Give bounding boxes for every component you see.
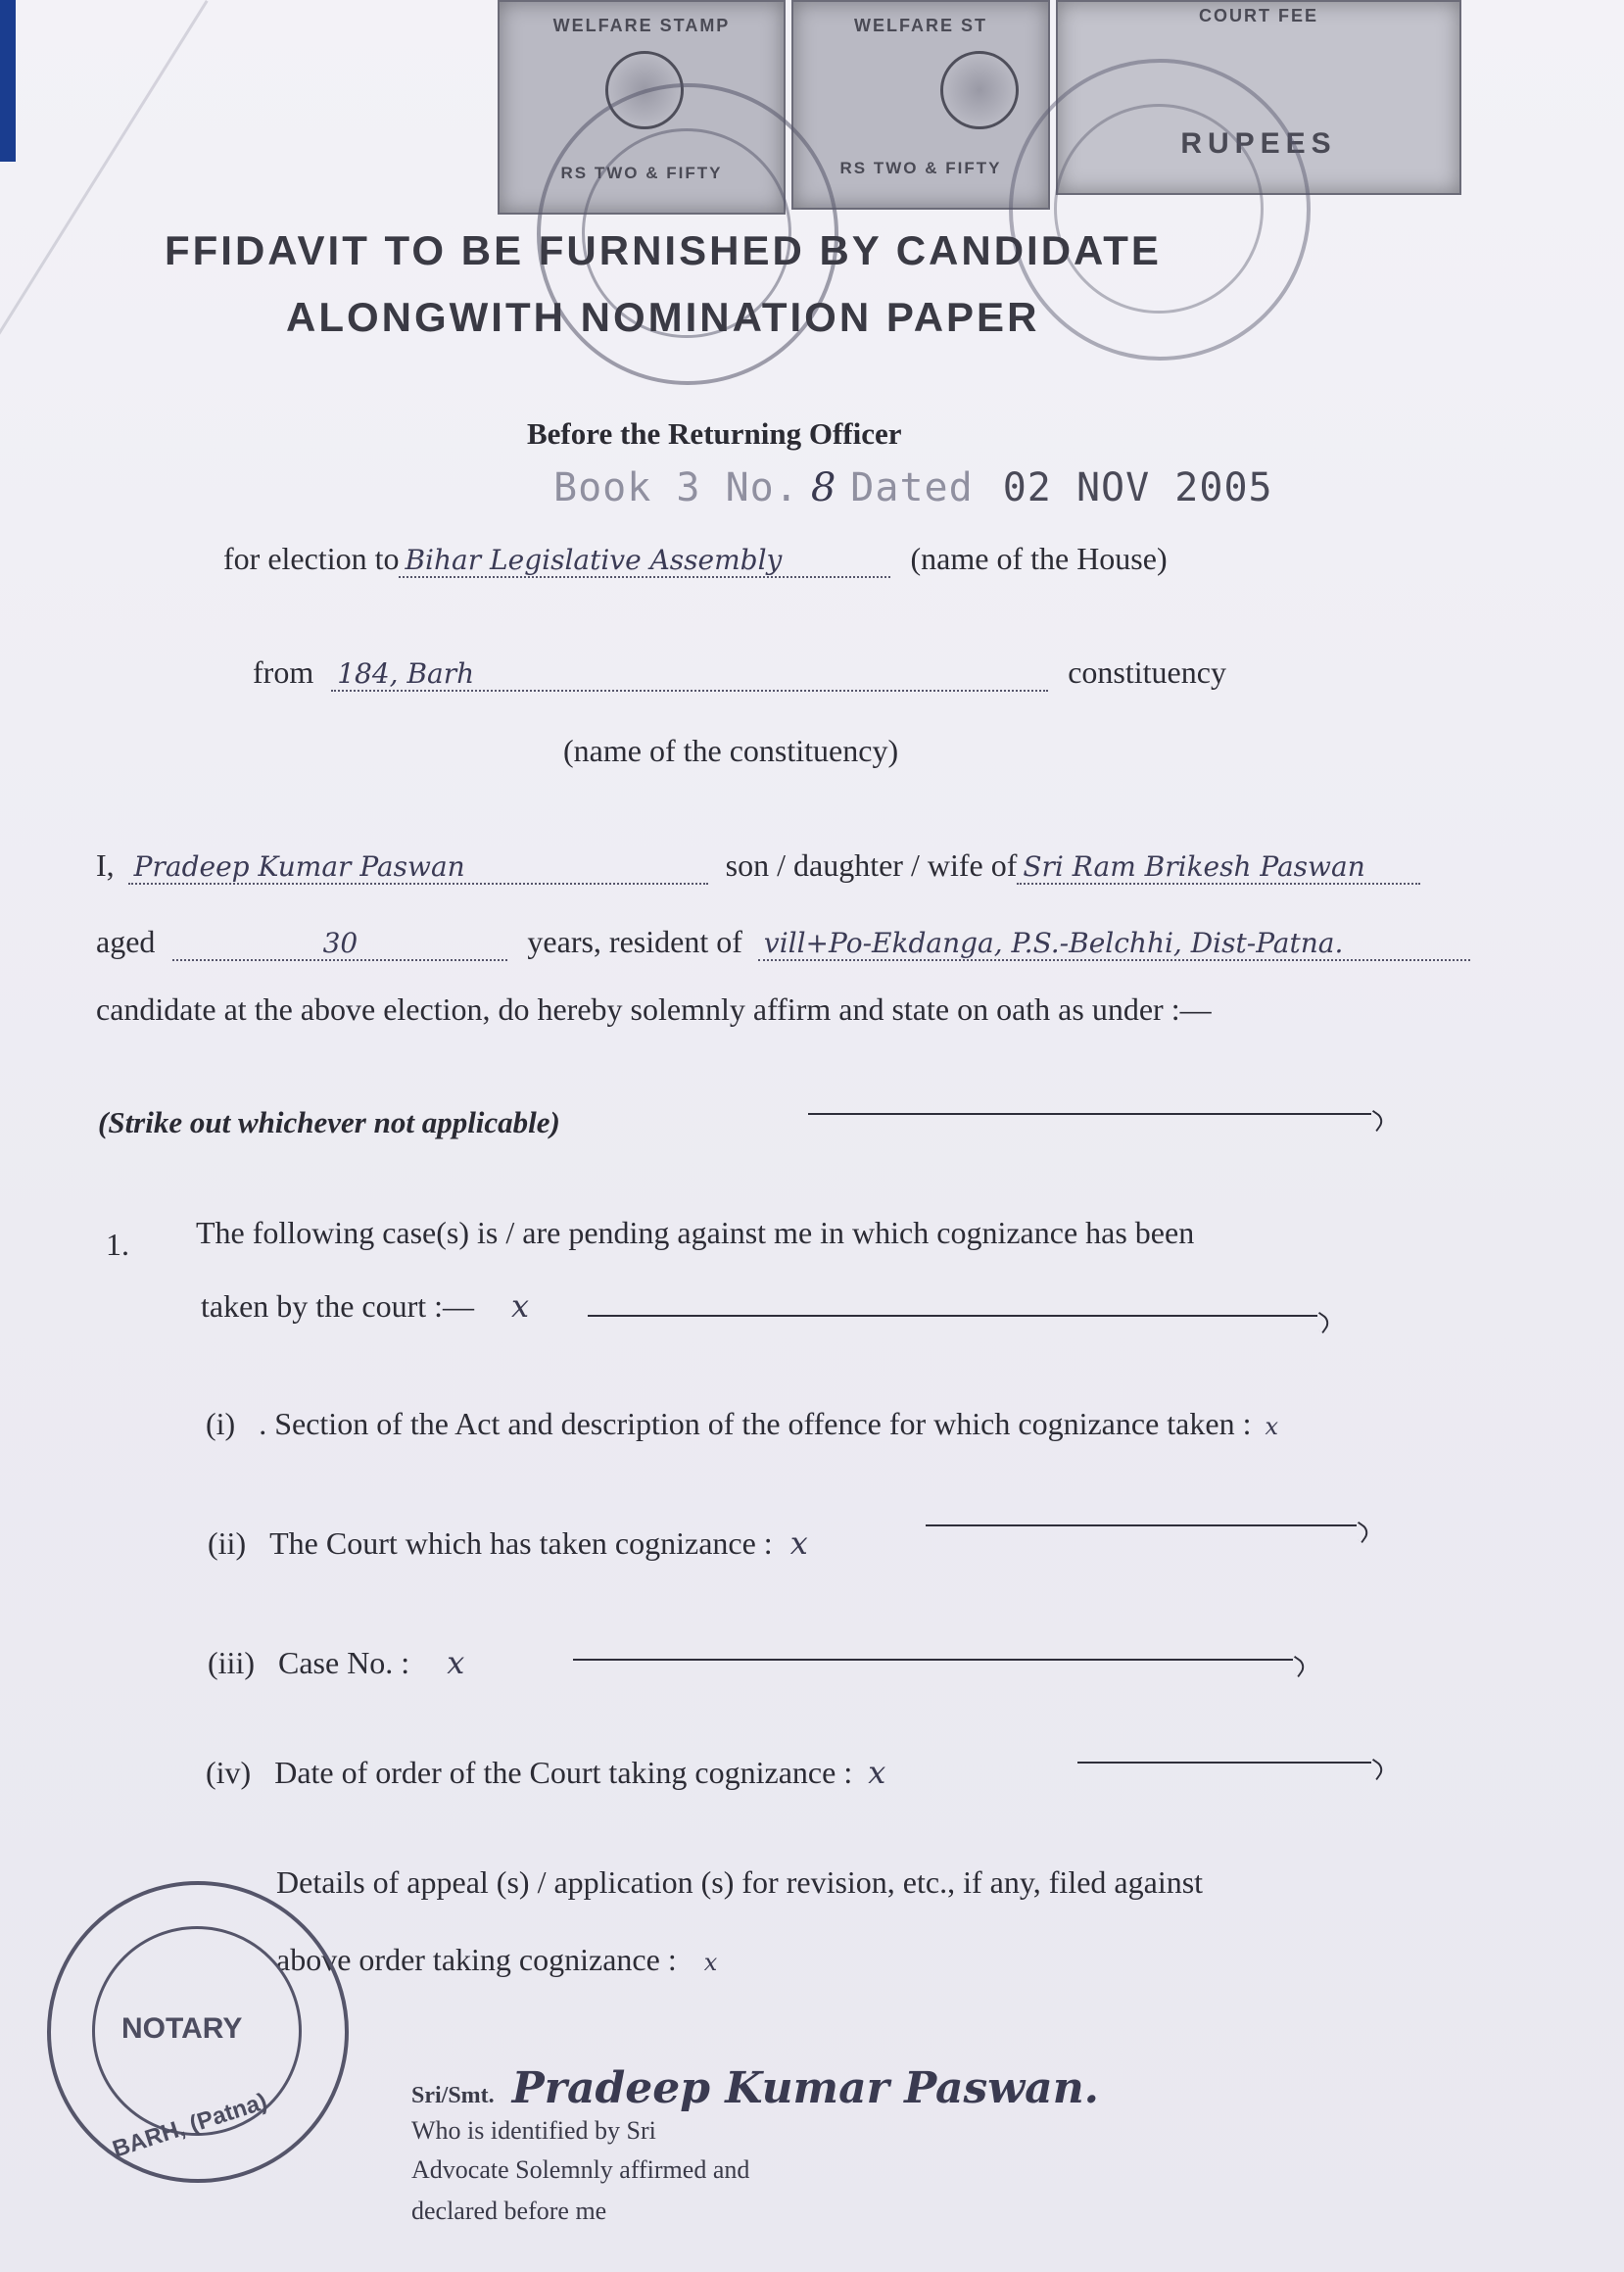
page-title-line1: FFIDAVIT TO BE FURNISHED BY CANDIDATE bbox=[165, 227, 1162, 273]
before-returning-officer: Before the Returning Officer bbox=[527, 416, 902, 451]
verification-line1 bbox=[411, 2063, 1099, 2113]
strike-mark: x bbox=[789, 1524, 808, 1562]
subitem-iv bbox=[206, 1754, 885, 1791]
strike-line bbox=[573, 1659, 1293, 1661]
strike-line bbox=[588, 1315, 1317, 1317]
book-date-stamp bbox=[553, 465, 1273, 510]
subitem-text: The Court which has taken cognizance : bbox=[269, 1525, 773, 1561]
age-address-line bbox=[96, 924, 1470, 961]
house-name-field: Bihar Legislative Assembly bbox=[399, 544, 890, 578]
strike-out-note: (Strike out whichever not applicable) bbox=[98, 1105, 560, 1139]
deponent-name-field: Pradeep Kumar Paswan bbox=[128, 850, 708, 885]
book-number: 8 bbox=[810, 465, 837, 510]
deponent-signature: Pradeep Kumar Paswan. bbox=[511, 2063, 1099, 2113]
oath-statement: candidate at the above election, do hereby solemnly affirm and state on oath as under :— bbox=[96, 991, 1212, 1027]
constituency-line bbox=[253, 654, 1226, 692]
strike-line bbox=[926, 1524, 1357, 1526]
deponent-line bbox=[96, 847, 1420, 885]
strike-mark: x bbox=[1265, 1413, 1279, 1440]
notary-seal-label: NOTARY bbox=[121, 2012, 243, 2045]
verification-line4: declared before me bbox=[411, 2197, 607, 2225]
appeal-line2 bbox=[276, 1942, 717, 1978]
appeal-line1: Details of appeal (s) / application (s) for revision, etc., if any, filed against bbox=[276, 1864, 1204, 1900]
stamp-date: 02 NOV 2005 bbox=[1002, 465, 1273, 510]
stamp-value: RS TWO & FIFTY bbox=[560, 164, 723, 182]
subitem-num: (iv) bbox=[206, 1755, 252, 1790]
notary-seal-top-right bbox=[1009, 59, 1311, 361]
house-caption: (name of the House) bbox=[910, 541, 1168, 576]
item1-line2-text: taken by the court :— bbox=[201, 1288, 475, 1324]
subitem-iii bbox=[208, 1644, 464, 1681]
item1-line2 bbox=[201, 1287, 529, 1325]
address-field: vill+Po-Ekdanga, P.S.-Belchhi, Dist-Patna. bbox=[758, 927, 1470, 961]
strike-mark: x bbox=[511, 1287, 530, 1325]
item1-line1: The following case(s) is / are pending against me in which cognizance has been bbox=[196, 1215, 1195, 1250]
stamp-value: RUPEES bbox=[1180, 127, 1337, 160]
stamp-label: COURT FEE bbox=[1198, 6, 1318, 25]
election-prefix: for election to bbox=[223, 541, 400, 576]
item-number: 1. bbox=[106, 1227, 129, 1262]
sri-smt-label: Sri/Smt. bbox=[411, 2083, 495, 2108]
aged-label: aged bbox=[96, 924, 156, 959]
constituency-field: 184, Barh bbox=[331, 657, 1048, 692]
resident-label: years, resident of bbox=[527, 924, 742, 959]
paper-fold-line bbox=[0, 0, 209, 359]
parent-name-field: Sri Ram Brikesh Paswan bbox=[1017, 850, 1420, 885]
subitem-num: (ii) bbox=[208, 1525, 247, 1561]
subitem-ii bbox=[208, 1524, 808, 1562]
relation-label: son / daughter / wife of bbox=[725, 847, 1018, 883]
constituency-caption: (name of the constituency) bbox=[563, 733, 899, 768]
constituency-label: constituency bbox=[1068, 654, 1226, 690]
stamp-value: RS TWO & FIFTY bbox=[839, 159, 1002, 177]
election-line bbox=[223, 541, 1168, 578]
notary-seal-place: BARH, (Patna) bbox=[109, 2088, 271, 2163]
strike-mark: x bbox=[868, 1754, 886, 1791]
verification-line3: Advocate Solemnly affirmed and bbox=[411, 2155, 750, 2184]
strike-mark: x bbox=[703, 1949, 718, 1976]
subitem-i bbox=[206, 1406, 1278, 1442]
stamp-label: WELFARE STAMP bbox=[552, 16, 731, 35]
age-field: 30 bbox=[172, 927, 507, 961]
book-label: Book 3 No. bbox=[553, 465, 799, 510]
subitem-text: Case No. : bbox=[277, 1645, 410, 1680]
strike-mark: x bbox=[447, 1644, 465, 1681]
from-label: from bbox=[253, 654, 314, 690]
strike-line bbox=[1077, 1762, 1371, 1764]
subitem-num: (i) bbox=[206, 1406, 236, 1441]
strike-line bbox=[808, 1113, 1371, 1115]
stamp-label: WELFARE ST bbox=[854, 16, 987, 35]
subitem-text: Date of order of the Court taking cognizance : bbox=[274, 1755, 853, 1790]
dated-label: Dated bbox=[850, 465, 974, 510]
i-label: I, bbox=[96, 847, 115, 883]
subitem-num: (iii) bbox=[208, 1645, 255, 1680]
emblem-icon bbox=[940, 51, 1019, 129]
notary-seal bbox=[47, 1881, 349, 2183]
subitem-text: . Section of the Act and description of the offence for which cognizance taken : bbox=[259, 1406, 1252, 1441]
page-title-line2: ALONGWITH NOMINATION PAPER bbox=[286, 294, 1040, 340]
scan-edge bbox=[0, 0, 16, 162]
appeal-line2-text: above order taking cognizance : bbox=[276, 1942, 677, 1977]
verification-line2: Who is identified by Sri bbox=[411, 2116, 656, 2145]
